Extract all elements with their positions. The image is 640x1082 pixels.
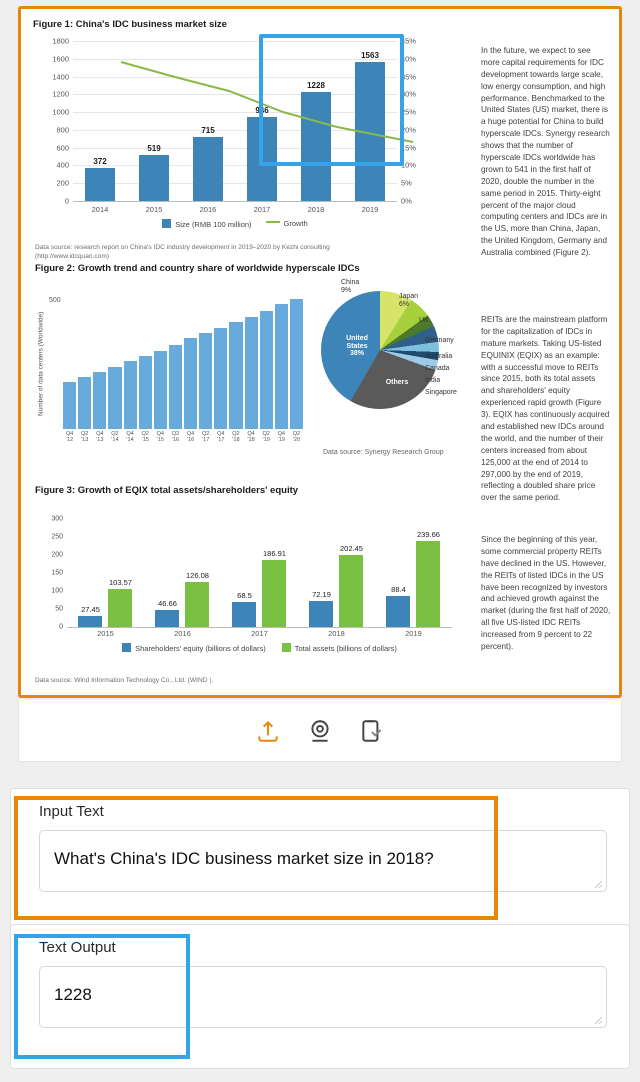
pie-label-india: India bbox=[425, 377, 441, 384]
legend-label: Shareholders' equity (billions of dollars) bbox=[135, 644, 266, 653]
figure1-bar-2014 bbox=[77, 41, 122, 201]
x-label: 2016 bbox=[199, 205, 217, 214]
x-label: Q4 '17 bbox=[217, 431, 225, 444]
x-label: 2015 bbox=[145, 205, 163, 214]
x-label: Q2 '19 bbox=[262, 431, 270, 444]
figure3-group-2019 bbox=[379, 519, 448, 627]
legend-label: Total assets (billions of dollars) bbox=[294, 644, 397, 653]
bar-value: 46.66 bbox=[158, 598, 177, 608]
pie-label-others: Others bbox=[385, 379, 409, 386]
resize-handle-icon[interactable] bbox=[591, 1013, 603, 1025]
input-textarea[interactable] bbox=[39, 830, 607, 892]
figure2-chart bbox=[33, 277, 458, 477]
figure3-y-axis: 300 250 200 150 100 50 0 bbox=[51, 515, 63, 631]
article-paragraph-3 bbox=[481, 534, 611, 653]
input-text-panel bbox=[10, 788, 630, 928]
upload-icon[interactable] bbox=[255, 718, 281, 744]
article-paragraph-2 bbox=[481, 314, 611, 504]
figure3-group-2016 bbox=[148, 519, 217, 627]
document-content bbox=[21, 9, 619, 695]
figure3-legend bbox=[67, 643, 452, 653]
x-label: 2017 bbox=[251, 629, 268, 638]
webcam-icon[interactable] bbox=[307, 718, 333, 744]
bar-value: 519 bbox=[147, 144, 161, 153]
bar-value: 372 bbox=[93, 157, 107, 166]
x-label: Q4 '15 bbox=[156, 431, 165, 444]
bar-value: 1563 bbox=[361, 51, 379, 60]
bar-value: 186.91 bbox=[263, 549, 286, 559]
figure1-plot-area bbox=[73, 41, 397, 201]
figure3-group-2017 bbox=[225, 519, 294, 627]
figure2-y-max: 500 bbox=[49, 297, 61, 304]
pie-label-canada: Canada bbox=[425, 365, 450, 372]
resize-handle-icon[interactable] bbox=[591, 877, 603, 889]
x-label: 2014 bbox=[91, 205, 109, 214]
figure2-title: Figure 2: Growth trend and country share of worldwide hyperscale IDCs bbox=[35, 263, 360, 274]
x-label: 2018 bbox=[328, 629, 345, 638]
figure3-group-2015 bbox=[71, 519, 140, 627]
legend-item-size bbox=[162, 219, 251, 229]
figure1-x-axis bbox=[73, 205, 397, 214]
figure3-chart bbox=[33, 499, 458, 674]
document-image-panel[interactable] bbox=[18, 6, 622, 698]
pie-label-australia: Australia bbox=[425, 353, 453, 360]
x-label: Q4 '16 bbox=[186, 431, 195, 444]
figure1-bar-2015 bbox=[131, 41, 176, 201]
x-label: Q4 '18 bbox=[247, 431, 255, 444]
x-label: Q2 '18 bbox=[232, 431, 240, 444]
pie-label-germany: Germany bbox=[425, 337, 454, 344]
figure2-bars bbox=[63, 299, 303, 429]
bar-value: 715 bbox=[201, 126, 215, 135]
output-text-value: 1228 bbox=[54, 985, 92, 1004]
bar-value: 946 bbox=[255, 106, 269, 115]
bar-value: 126.08 bbox=[186, 570, 209, 580]
figure1-bar-2016 bbox=[185, 41, 230, 201]
pie-label-japan: Japan 6% bbox=[399, 293, 419, 308]
figure2-source: Data source: Synergy Research Group bbox=[323, 449, 444, 456]
x-label: Q4 '19 bbox=[277, 431, 286, 444]
x-label: Q2 '17 bbox=[201, 431, 210, 444]
bar-value: 202.45 bbox=[340, 543, 363, 553]
x-label: 2015 bbox=[97, 629, 114, 638]
legend-item-assets bbox=[282, 643, 397, 653]
figure1-y-axis: 1800 1600 1400 1200 1000 800 600 400 200 0 bbox=[52, 36, 69, 206]
figure1-bar-2019 bbox=[347, 41, 392, 201]
x-label: Q4 '12 bbox=[65, 431, 74, 444]
paste-image-icon[interactable] bbox=[359, 718, 385, 744]
figure1-source: Data source: research report on China's IDC industry development in 2019–2020 by Kezhi consulting (http://www.idcquan.com) bbox=[35, 244, 330, 260]
figure1-bar-2017 bbox=[239, 41, 284, 201]
figure1-y2-axis: 45% 40% 35% 30% 25% 20% 15% 10% 5% 0% bbox=[401, 36, 417, 206]
pie-label-united-states: United States 38% bbox=[346, 335, 368, 358]
figure1-title: Figure 1: China's IDC business market size bbox=[33, 19, 227, 30]
figure2-y-axis-label: Number of data centers (Worldwide) bbox=[37, 311, 45, 417]
figure3-title: Figure 3: Growth of EQIX total assets/shareholders' equity bbox=[35, 485, 299, 496]
bar-value: 72.19 bbox=[312, 590, 331, 600]
x-label: Q2 '20 bbox=[292, 431, 301, 444]
image-toolbar bbox=[18, 700, 622, 762]
x-label: Q4 '13 bbox=[96, 431, 104, 444]
figure1-chart bbox=[33, 37, 433, 237]
pie-label-uk: UK bbox=[419, 317, 429, 324]
x-label: Q4 '14 bbox=[126, 431, 134, 444]
paragraph-text: In the future, we expect to see more capital requirements for IDC development towards large scale, low energy consumption, and high performance. Benchmarked to the United States (US) market, there is a huge potential for China to build hyperscale IDCs. Synergy research shows that the number of hyperscale IDCs worldwide has grown to 541 in the first half of 2020, double the number in the same period in 2015. Thirty-eight percent of the major cloud computing centers and IDCs are in the US, more than China, Japan, the United Kingdom, Germany and Australia combined (Figure 2). bbox=[481, 46, 610, 258]
paragraph-text: Since the beginning of this year, some commercial property REITs have declined in the US. However, the REITs of listed IDCs in the US have been recognized by investors and achieved growth against the market (during the first half of 2020, all five US-listed IDC REITs increased from 9 percent to 22 percent). bbox=[481, 535, 611, 652]
x-label: Q2 '16 bbox=[171, 431, 180, 444]
x-label: 2019 bbox=[405, 629, 422, 638]
bar-value: 68.5 bbox=[237, 591, 252, 601]
figure3-group-2018 bbox=[302, 519, 371, 627]
figure1-bar-2018 bbox=[293, 41, 338, 201]
bar-value: 88.4 bbox=[391, 584, 406, 594]
x-label: 2017 bbox=[253, 205, 271, 214]
input-text-value: What's China's IDC business market size in 2018? bbox=[54, 849, 434, 868]
x-label: Q2 '15 bbox=[141, 431, 149, 444]
x-label: Q2 '13 bbox=[80, 431, 89, 444]
bar-value: 239.66 bbox=[417, 529, 440, 539]
legend-label: Size (RMB 100 million) bbox=[175, 220, 252, 229]
legend-item-growth bbox=[266, 219, 308, 229]
bar-value: 1228 bbox=[307, 81, 325, 90]
x-label: Q2 '14 bbox=[111, 431, 119, 444]
figure3-plot-area bbox=[67, 519, 452, 627]
figure1-bars bbox=[73, 41, 397, 201]
article-paragraph-1 bbox=[481, 45, 611, 271]
text-output-label: Text Output bbox=[39, 939, 116, 956]
pie-label-singapore: Singapore bbox=[425, 389, 457, 396]
pie-label-china: China 9% bbox=[341, 279, 360, 294]
bar-value: 27.45 bbox=[81, 605, 100, 615]
legend-item-equity bbox=[122, 643, 266, 653]
input-text-label: Input Text bbox=[39, 803, 104, 820]
legend-label: Growth bbox=[283, 219, 308, 228]
figure2-pie-chart bbox=[321, 279, 457, 419]
figure3-source: Data source: Wind Information Technology Co., Ltd. (WIND ). bbox=[35, 677, 214, 684]
paragraph-text: REITs are the mainstream platform for the capitalization of IDCs in mature markets. Taking US-listed EQUINIX (EQIX) as an example: with a successful move to REITs since 2015, both its total assets and shareholders' equity experienced rapid growth (Figure 3). EQIX has continuously acquired and established new IDCs around the world, and the number of their centers increased from about 125,000 at the end of 2014 to 297,000 by the end of 2019, reflecting a doubled share price over the same period. bbox=[481, 315, 610, 503]
figure3-x-axis bbox=[67, 629, 452, 638]
x-label: 2019 bbox=[361, 205, 379, 214]
output-textarea[interactable] bbox=[39, 966, 607, 1028]
text-output-panel bbox=[10, 924, 630, 1069]
x-label: 2016 bbox=[174, 629, 191, 638]
bar-value: 103.57 bbox=[109, 578, 132, 588]
x-label: 2018 bbox=[307, 205, 325, 214]
figure1-legend bbox=[73, 219, 397, 229]
figure2-x-axis bbox=[63, 431, 303, 444]
